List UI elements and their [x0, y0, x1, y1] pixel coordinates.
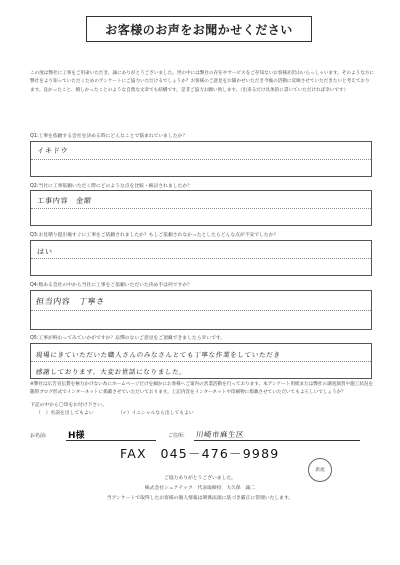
question-3-answer: はい: [36, 247, 54, 256]
address-label: ご住所:: [168, 433, 185, 439]
fax-number: FAX 045－476－9989: [120, 446, 280, 461]
name-underline: [66, 440, 156, 441]
name-label: お名前:: [30, 433, 47, 439]
question-4-answer: 担当内容 丁寧さ: [35, 297, 106, 306]
company-text: 株式会社シェアテック 代表取締役 大久保 誠二: [144, 486, 256, 491]
question-5-label: Q5:工事が終わってみていかがですか？忌憚のないご意見をご頂戴できましたら幸いです。: [30, 336, 226, 341]
option-name-ok[interactable]: （ ）名前を出してもよい: [36, 411, 94, 416]
name-address-row: [30, 425, 360, 441]
address-value[interactable]: 川崎市麻生区: [195, 430, 245, 439]
question-4-label: Q4:数ある会社の中から当社に工事をご依頼いただいた決め手は何ですか？: [30, 283, 192, 288]
question-1-label: Q1:工事を依頼する会社を決める時にどんなことで悩まれていましたか？: [30, 134, 188, 139]
answer-rule: [31, 159, 371, 160]
question-4-answer-box[interactable]: [30, 290, 372, 330]
question-3-label: Q3:お見積り提出後すぐに工事をご依頼されましたか？もしご依頼されなかったとしたらどんな点が不安でしたか？: [30, 233, 279, 238]
thanks-text: ご協力ありがとうございました。: [164, 476, 236, 481]
answer-rule: [31, 361, 371, 362]
intro-text: この度は弊社に工事をご用命いただき、誠にありがとうございました。世の中には弊社の存在やサービスをご存知ないお客様が沢山いらっしゃいます。そのような方に弊社をより知っていただくためのアンケートにご協力いただけるでしょうか？お客様のご意見をお聞かせいただき今後の活動に反映させていただきたいと考えております。良かったこと、嬉しかったことのような自然な文章でも結構です。是非ご協力お願い致します。（出来るだけ具体的に書いていただければ幸いです）: [30, 71, 374, 93]
question-3-answer-box[interactable]: [30, 240, 372, 276]
option-initial-ok[interactable]: （✓）イニシャルなら出してもよい: [118, 411, 194, 416]
question-2-answer-box[interactable]: [30, 190, 372, 226]
question-2-label: Q2:当社に工事依頼いただく際にどのような点を比較・検討されましたか？: [30, 184, 192, 189]
answer-rule: [31, 258, 371, 259]
address-underline: [194, 440, 360, 441]
question-1-answer-box[interactable]: [30, 141, 372, 177]
received-stamp: 新規: [308, 458, 332, 482]
question-1-answer: イキドウ: [36, 146, 69, 155]
answer-rule: [31, 208, 371, 209]
privacy-text: 当アンケートで取得したお客様の個人情報は関係法規に基づき厳正に管理いたします。: [106, 496, 294, 501]
question-5-answer-line-2: 感謝しております。大変お世話になりました。: [35, 368, 187, 376]
publication-notice: ※弊社は広告宣伝費を極力かけない為にホームページだけを細かにお客様へご案内の営業活動を行っております。本アンケート用紙または弊社の調査演習や施工状況を随時ブログ形式でインターネットに掲載させていただいております。上記内容をインターネットや印刷物に掲載させていただいてもよろしいでしょうか？: [30, 382, 374, 395]
answer-rule: [31, 310, 371, 311]
option-prompt: 下記の中から〇印をお付け下さい。: [30, 403, 107, 408]
name-value[interactable]: H様: [68, 431, 85, 441]
question-2-answer: 工事内容 金額: [36, 196, 93, 205]
question-5-answer-box[interactable]: [30, 343, 372, 379]
question-5-answer-line-1: 現場にきていただいた職人さんのみなさんとても丁寧な作業をしていただき: [35, 351, 281, 359]
page-title: お客様のお声をお聞かせください: [86, 16, 312, 42]
